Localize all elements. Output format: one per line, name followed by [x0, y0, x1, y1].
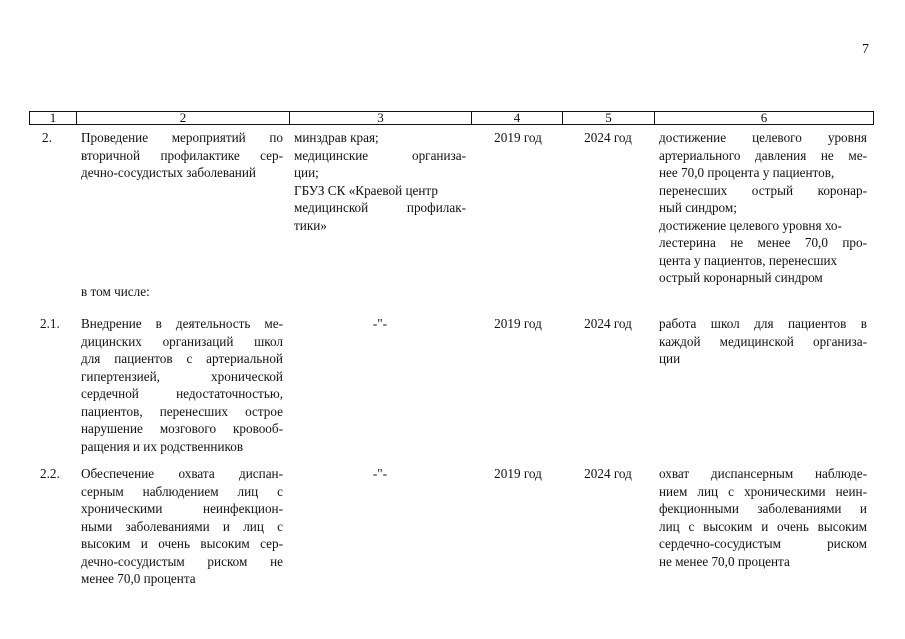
text-line: медицинские организа- — [294, 147, 466, 163]
text-line: артериального давления не ме- — [659, 147, 867, 163]
event-description — [81, 129, 283, 182]
text-line: ции — [659, 351, 681, 366]
text-line: минздрав края; — [294, 130, 379, 145]
text-line: лестерина не менее 70,0 про- — [659, 235, 867, 250]
text-line: цента у пациентов, перенесших — [659, 252, 838, 268]
text-line: достижение целевого уровня хо- — [659, 217, 842, 233]
text-line: каждой медицинской организа- — [659, 333, 867, 349]
text-line: дечно-сосудистых заболеваний — [81, 165, 256, 180]
text-line: медицинской профилак- — [294, 200, 466, 215]
header-cell: 1 — [30, 112, 77, 124]
text-line: острый коронарный синдром — [659, 270, 823, 285]
executor — [294, 129, 466, 234]
text-line: нием лиц с хроническими неин- — [659, 483, 867, 499]
text-line: ращения и их родственников — [81, 438, 244, 454]
executor: -"- — [372, 466, 388, 481]
text-line: тики» — [294, 217, 327, 233]
row-number: 2.2. — [40, 466, 60, 481]
text-line: Проведение мероприятий по — [81, 130, 283, 145]
text-line: охват диспансерным наблюде- — [659, 466, 867, 481]
text-line: фекционными заболеваниями и — [659, 501, 867, 516]
text-line: сердечно-сосудистым риском — [659, 536, 867, 551]
text-line: хроническими неинфекцион- — [81, 501, 283, 516]
text-line: ный синдром; — [659, 200, 737, 215]
header-cell: 5 — [563, 112, 655, 124]
header-cell: 2 — [77, 112, 290, 124]
row-number: 2. — [42, 130, 52, 145]
header-cell: 6 — [760, 110, 768, 125]
expected-result — [659, 465, 867, 570]
text-line: нарушение мозгового кровооб- — [81, 421, 283, 436]
end-year: 2024 год — [584, 466, 632, 481]
header-cell: 3 — [290, 112, 472, 124]
text-line: перенесших острый коронар- — [659, 182, 867, 198]
text-line: ГБУЗ СК «Краевой центр — [294, 182, 438, 198]
text-line: вторичной профилактике сер- — [81, 147, 283, 163]
text-line: не менее 70,0 процента — [659, 553, 790, 569]
text-line: Внедрение в деятельность ме- — [81, 316, 283, 331]
table-header-row — [29, 111, 874, 125]
text-line: достижение целевого уровня — [659, 130, 867, 145]
text-line: работа школ для пациентов в — [659, 316, 867, 331]
header-cell: 4 — [472, 112, 563, 124]
expected-result — [659, 315, 867, 368]
text-line: пациентов, перенесших острое — [81, 403, 283, 419]
text-line: дечно-сосудистым риском не — [81, 553, 283, 569]
text-line: сердечной недостаточностью, — [81, 386, 283, 401]
text-line: высоким и очень высоким сер- — [81, 536, 283, 551]
text-line: лиц с высоким и очень высоким — [659, 518, 867, 534]
end-year: 2024 год — [584, 130, 632, 145]
row-number: 2.1. — [40, 316, 60, 331]
text-line: менее 70,0 процента — [81, 571, 196, 586]
start-year: 2019 год — [494, 316, 542, 331]
end-year: 2024 год — [584, 316, 632, 331]
event-subheading: в том числе: — [81, 284, 150, 299]
page-number: 7 — [862, 42, 869, 57]
event-description — [81, 315, 283, 455]
text-line: Обеспечение охвата диспан- — [81, 466, 283, 481]
text-line: серным наблюдением лиц с — [81, 483, 283, 499]
text-line: ции; — [294, 165, 319, 180]
event-description — [81, 465, 283, 588]
start-year: 2019 год — [494, 130, 542, 145]
text-line: для пациентов с артериальной — [81, 351, 283, 366]
start-year: 2019 год — [494, 466, 542, 481]
text-line: ными заболеваниями и лиц с — [81, 518, 283, 534]
text-line: гипертензией, хронической — [81, 368, 283, 384]
text-line: дицинских организаций школ — [81, 333, 283, 349]
expected-result — [659, 129, 867, 287]
text-line: нее 70,0 процента у пациентов, — [659, 165, 835, 180]
executor: -"- — [372, 316, 388, 331]
